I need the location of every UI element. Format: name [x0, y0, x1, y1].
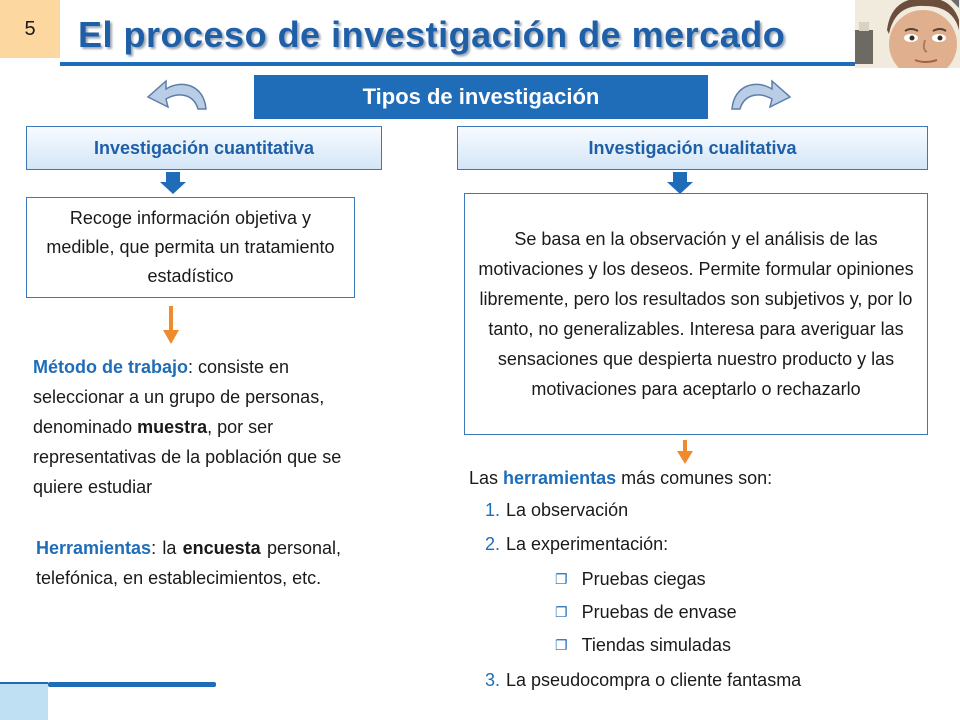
checkbox-bullet-icon: ❐ [555, 603, 568, 620]
qualitative-heading: Investigación cualitativa [457, 126, 928, 170]
list-item: 2. La experimentación: [485, 534, 669, 554]
title-underline [60, 62, 855, 66]
list-item: 1. La observación [485, 500, 629, 520]
down-arrow-icon [163, 306, 179, 344]
down-arrow-icon [677, 440, 693, 464]
list-item: ❐ Tiendas simuladas [555, 634, 731, 655]
down-arrow-icon [667, 172, 693, 194]
tools-intro: Las herramientas más comunes son: [469, 468, 773, 488]
research-types-banner: Tipos de investigación [254, 75, 708, 119]
header-photo [855, 0, 960, 68]
checkbox-bullet-icon: ❐ [555, 570, 568, 587]
list-item: 3. La pseudocompra o cliente fantasma [485, 670, 802, 690]
quantitative-heading: Investigación cuantitativa [26, 126, 382, 170]
footer-rule [48, 682, 216, 687]
quantitative-tools-text: Herramientas: la encuesta personal, telefónica, en establecimientos, etc. [36, 538, 341, 588]
down-arrow-icon [160, 172, 186, 194]
slide-number: 5 [0, 0, 60, 58]
curved-arrow-left-icon [146, 77, 208, 111]
work-method-text: Método de trabajo: consiste en seleccionar a un grupo de personas, denominado muestra, por ser representativas de la población que se quiere estudiar [33, 357, 342, 497]
qualitative-description: Se basa en la observación y el análisis de las motivaciones y los deseos. Permite formular opiniones libremente, pero los resultados son subjetivos y, por lo tanto, no generalizables. Interesa para averiguar las sensaciones que despierta nuestro producto y las motivaciones para aceptarlo o rechazarlo [464, 193, 928, 435]
footer-decoration [0, 682, 48, 720]
quantitative-description: Recoge información objetiva y medible, que permita un tratamiento estadístico [26, 197, 355, 298]
checkbox-bullet-icon: ❐ [555, 636, 568, 653]
footer-decoration-line [0, 682, 48, 684]
curved-arrow-right-icon [730, 77, 792, 111]
qualitative-tools [469, 463, 889, 695]
list-item: ❐ Pruebas ciegas [555, 568, 706, 589]
list-item: ❐ Pruebas de envase [555, 601, 737, 622]
page-title: El proceso de investigación de mercado [78, 14, 786, 55]
